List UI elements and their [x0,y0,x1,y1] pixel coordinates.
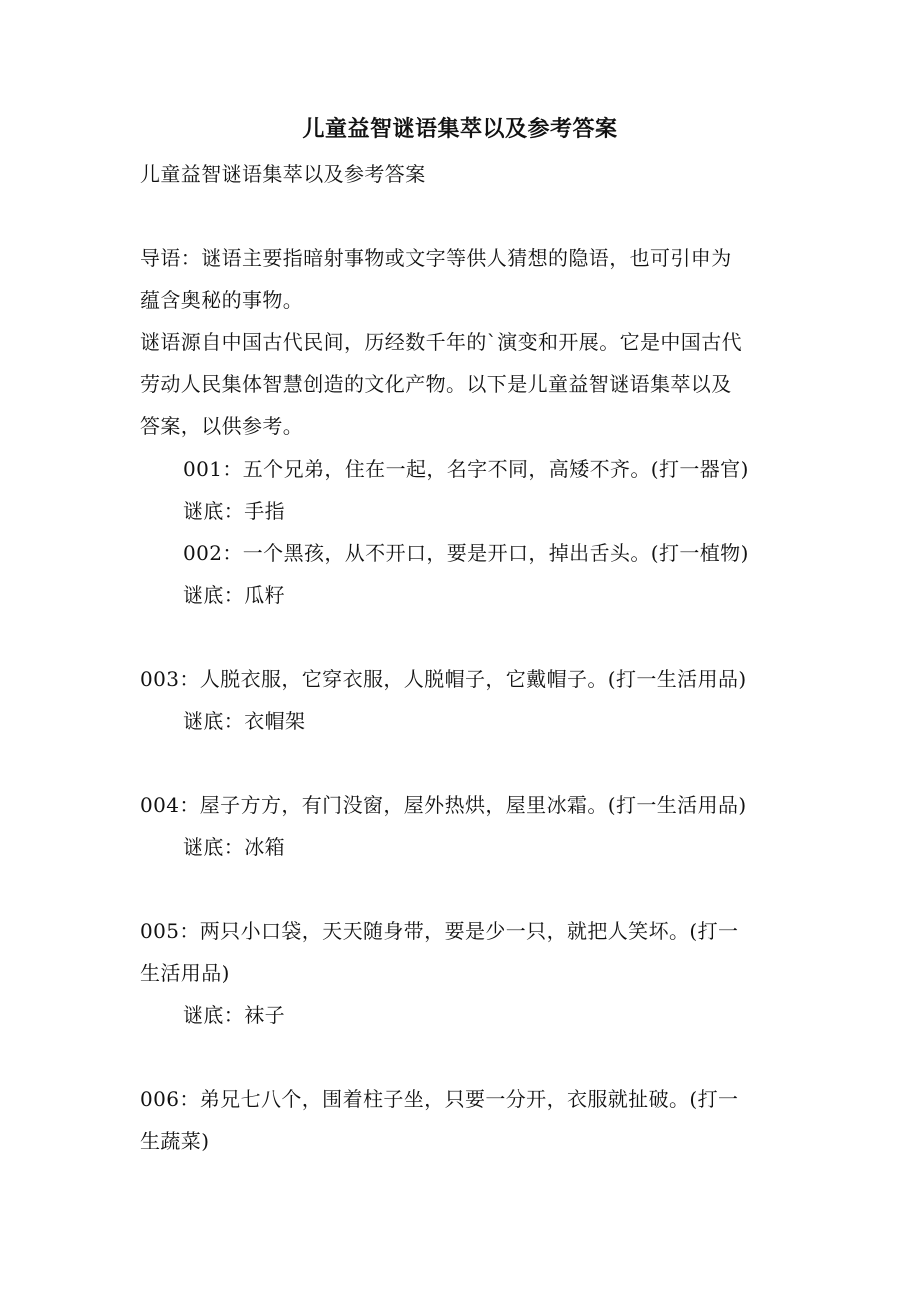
document-title: 儿童益智谜语集萃以及参考答案 [302,116,618,142]
riddle-006-question-line-1: 006：弟兄七八个，围着柱子坐，只要一分开，衣服就扯破。(打一 [140,1087,739,1111]
intro-line-2: 蕴含奥秘的事物。 [140,288,304,312]
intro-line-3: 谜语源自中国古代民间，历经数千年的`演变和开展。它是中国古代 [140,330,742,354]
riddle-005-question-line-2: 生活用品) [140,961,230,985]
riddle-004-answer: 谜底：冰箱 [183,835,285,859]
intro-line-1: 导语：谜语主要指暗射事物或文字等供人猜想的隐语，也可引申为 [140,246,732,270]
riddle-003-question: 003：人脱衣服，它穿衣服，人脱帽子，它戴帽子。(打一生活用品) [140,667,747,691]
riddle-002-answer: 谜底：瓜籽 [183,583,285,607]
riddle-004-question: 004：屋子方方，有门没窗，屋外热烘，屋里冰霜。(打一生活用品) [140,793,747,817]
riddle-006-question-line-2: 生蔬菜) [140,1129,210,1153]
riddle-003-answer: 谜底：衣帽架 [183,709,306,733]
riddle-001-question: 001：五个兄弟，住在一起，名字不同，高矮不齐。(打一器官) [183,457,749,481]
intro-line-4: 劳动人民集体智慧创造的文化产物。以下是儿童益智谜语集萃以及 [140,372,732,396]
riddle-001-answer: 谜底：手指 [183,499,285,523]
riddle-005-answer: 谜底：袜子 [183,1003,285,1027]
riddle-005-question-line-1: 005：两只小口袋，天天随身带，要是少一只，就把人笑坏。(打一 [140,919,739,943]
intro-line-5: 答案，以供参考。 [140,414,304,438]
riddle-002-question: 002：一个黑孩，从不开口，要是开口，掉出舌头。(打一植物) [183,541,749,565]
document-subtitle: 儿童益智谜语集萃以及参考答案 [140,162,426,186]
